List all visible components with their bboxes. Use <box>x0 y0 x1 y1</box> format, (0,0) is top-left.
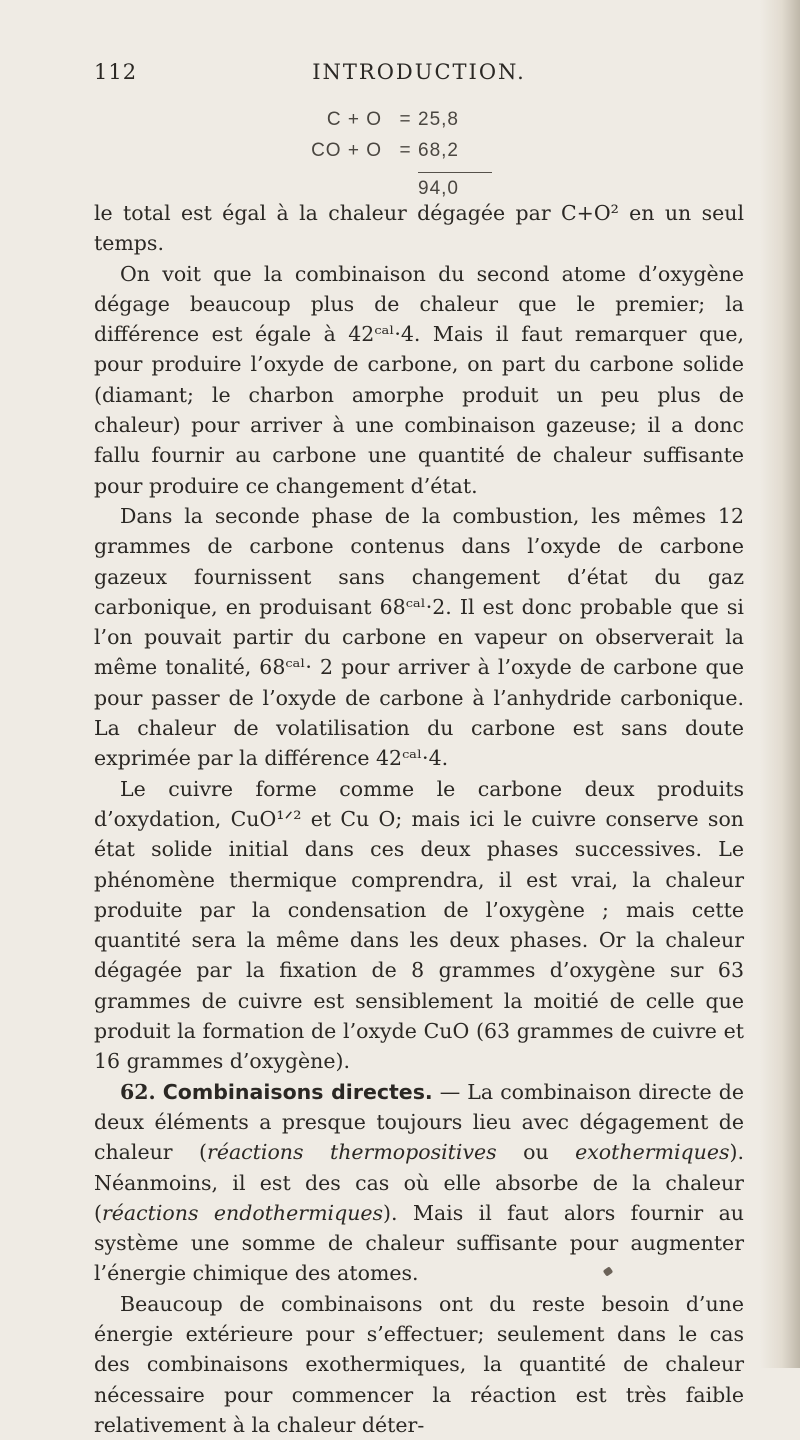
paragraph-6: Beaucoup de combinaisons ont du reste besoin d’une énergie extérieure pour s’effectuer; seulement dans le cas des combinaisons exothermiques, la quantité de chaleur nécessaire pour commencer la réaction est très faible relativement à la chaleur déter- <box>94 1291 744 1437</box>
equation-row <box>300 135 560 166</box>
paragraph-2: On voit que la combinaison du second atome d’oxygène dégage beaucoup plus de chaleur que le premier; la différence est égale à 42ᶜᵃˡ·4. Mais il faut remarquer que, pour produire l’oxyde de carbone, on part du carbone solide (diamant; le charbon amorphe produit un peu plus de chaleur) pour arriver à une combinaison gazeuse; il a donc fallu fournir au carbone une quantité de chaleur suffisante pour produire ce changement d’état. <box>94 261 744 498</box>
equation-block <box>300 104 560 205</box>
running-title: INTRODUCTION. <box>312 60 526 84</box>
section-title: Combinaisons directes. <box>162 1079 433 1104</box>
equation-sign: = <box>399 139 411 161</box>
page-header <box>94 60 744 94</box>
page-edge-shadow <box>760 0 800 1368</box>
page-number: 112 <box>94 60 138 84</box>
paragraph-5-text-d: ). Mais il faut alors fournir au système une somme de chaleur suffisante pour augmenter l’énergie chimique des atomes. <box>94 1200 744 1286</box>
paragraph-5-text-b: ou <box>496 1140 576 1165</box>
equation-row <box>300 104 560 135</box>
paragraph-4: Le cuivre forme comme le carbone deux produits d’oxydation, CuO¹ᐟ² et Cu O; mais ici le cuivre conserve son état solide initial dans ces deux phases successives. Le phénomène thermique comprendra, il est vrai, la chaleur produite par la condensation de l’oxygène ; mais cette quantité sera la même dans les deux phases. Or la chaleur dégagée par la fixation de 8 grammes d’oxygène sur 63 grammes de cuivre est sensiblement la moitié de celle que produit la formation de l’oxyde CuO (63 grammes de cuivre et 16 grammes d’oxygène). <box>94 776 744 1074</box>
paragraph-3: Dans la seconde phase de la combustion, les mêmes 12 grammes de carbone contenus dans l’oxyde de carbone gazeux fournissent sans changement d’état du gaz carbonique, en produisant 68ᶜᵃˡ·2. Il est donc probable que si l’on pouvait partir du carbone en vapeur on observerait la même tonalité, 68ᶜᵃˡ· 2 pour arriver à l’oxyde de carbone que pour passer de l’oxyde de carbone à l’anhydride carbonique. La chaleur de volatilisation du carbone est sans doute exprimée par la différence 42ᶜᵃˡ·4. <box>94 503 744 771</box>
term-endothermiques: réactions endothermiques <box>102 1200 384 1225</box>
paragraph-1: le total est égal à la chaleur dégagée par C+O² en un seul temps. <box>94 201 744 256</box>
equation-rhs: 25,8 <box>418 108 459 130</box>
term-thermopositives: réactions thermopositives <box>207 1140 497 1165</box>
equation-sign: = <box>399 108 411 130</box>
term-exothermiques: exothermiques <box>575 1140 730 1165</box>
equation-rhs: 68,2 <box>418 139 459 161</box>
paragraph-5-text-c: ). Néanmoins, il est des cas où elle absorbe de la chaleur ( <box>94 1140 744 1225</box>
paragraph-5 <box>94 1077 744 1289</box>
equation-lhs: C + O <box>326 108 382 130</box>
equation-total: 94,0 <box>418 178 459 199</box>
section-number: 62. <box>120 1079 156 1104</box>
body-text <box>94 198 744 1440</box>
paragraph-5-text-a: — La combinaison directe de deux éléments a presque toujours lieu avec dégagement de chaleur ( <box>94 1079 744 1165</box>
equation-lhs: CO + O <box>311 139 382 161</box>
